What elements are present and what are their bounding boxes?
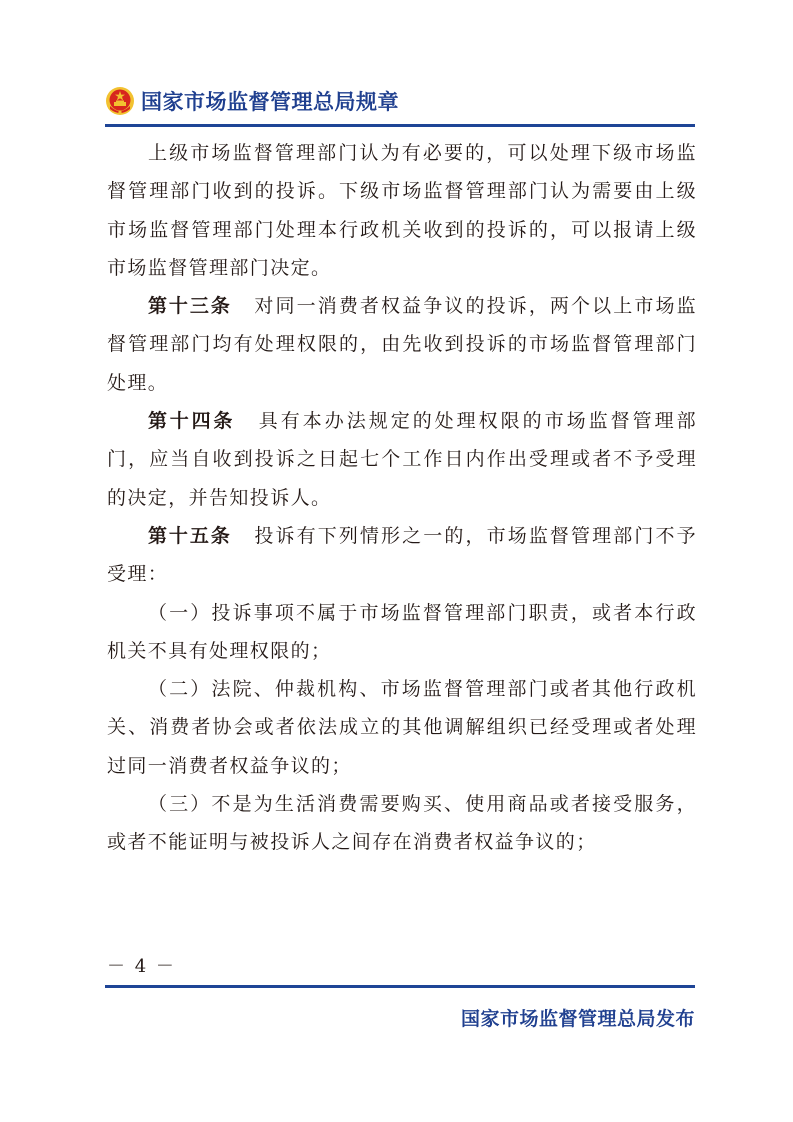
article-paragraph bbox=[107, 517, 697, 594]
paragraph-text: （三）不是为生活消费需要购买、使用商品或者接受服务，或者不能证明与被投诉人之间存在消费者权益争议的； bbox=[107, 793, 697, 854]
footer-divider bbox=[105, 985, 695, 988]
paragraph-text: 具有本办法规定的处理权限的市场监督管理部门，应当自收到投诉之日起七个工作日内作出受理或者不予受理的决定，并告知投诉人。 bbox=[107, 410, 697, 509]
paragraph-text: 对同一消费者权益争议的投诉，两个以上市场监督管理部门均有处理权限的，由先收到投诉的市场监督管理部门处理。 bbox=[107, 295, 697, 394]
article-heading: 第十三条 bbox=[148, 295, 232, 318]
header-title: 国家市场监督管理总局规章 bbox=[141, 90, 399, 114]
paragraph bbox=[107, 134, 697, 287]
document-body bbox=[107, 134, 697, 862]
footer-publisher: 国家市场监督管理总局发布 bbox=[460, 1008, 695, 1030]
national-emblem-icon bbox=[105, 86, 135, 116]
header-divider bbox=[105, 124, 695, 127]
article-paragraph bbox=[107, 402, 697, 517]
document-header bbox=[105, 84, 399, 118]
list-item bbox=[107, 594, 697, 671]
paragraph-text: 上级市场监督管理部门认为有必要的，可以处理下级市场监督管理部门收到的投诉。下级市场监督管理部门认为需要由上级市场监督管理部门处理本行政机关收到的投诉的，可以报请上级市场监督管理部门决定。 bbox=[107, 142, 697, 279]
paragraph-text: 投诉有下列情形之一的，市场监督管理部门不予受理： bbox=[107, 524, 697, 586]
article-paragraph bbox=[107, 287, 697, 402]
list-item bbox=[107, 785, 697, 862]
list-item bbox=[107, 670, 697, 785]
page-number: － 4 － bbox=[107, 956, 176, 977]
article-heading: 第十四条 bbox=[148, 410, 236, 433]
paragraph-text: （一）投诉事项不属于市场监督管理部门职责，或者本行政机关不具有处理权限的； bbox=[107, 601, 697, 662]
article-heading: 第十五条 bbox=[148, 524, 232, 547]
paragraph-text: （二）法院、仲裁机构、市场监督管理部门或者其他行政机关、消费者协会或者依法成立的其他调解组织已经受理或者处理过同一消费者权益争议的； bbox=[107, 678, 697, 777]
